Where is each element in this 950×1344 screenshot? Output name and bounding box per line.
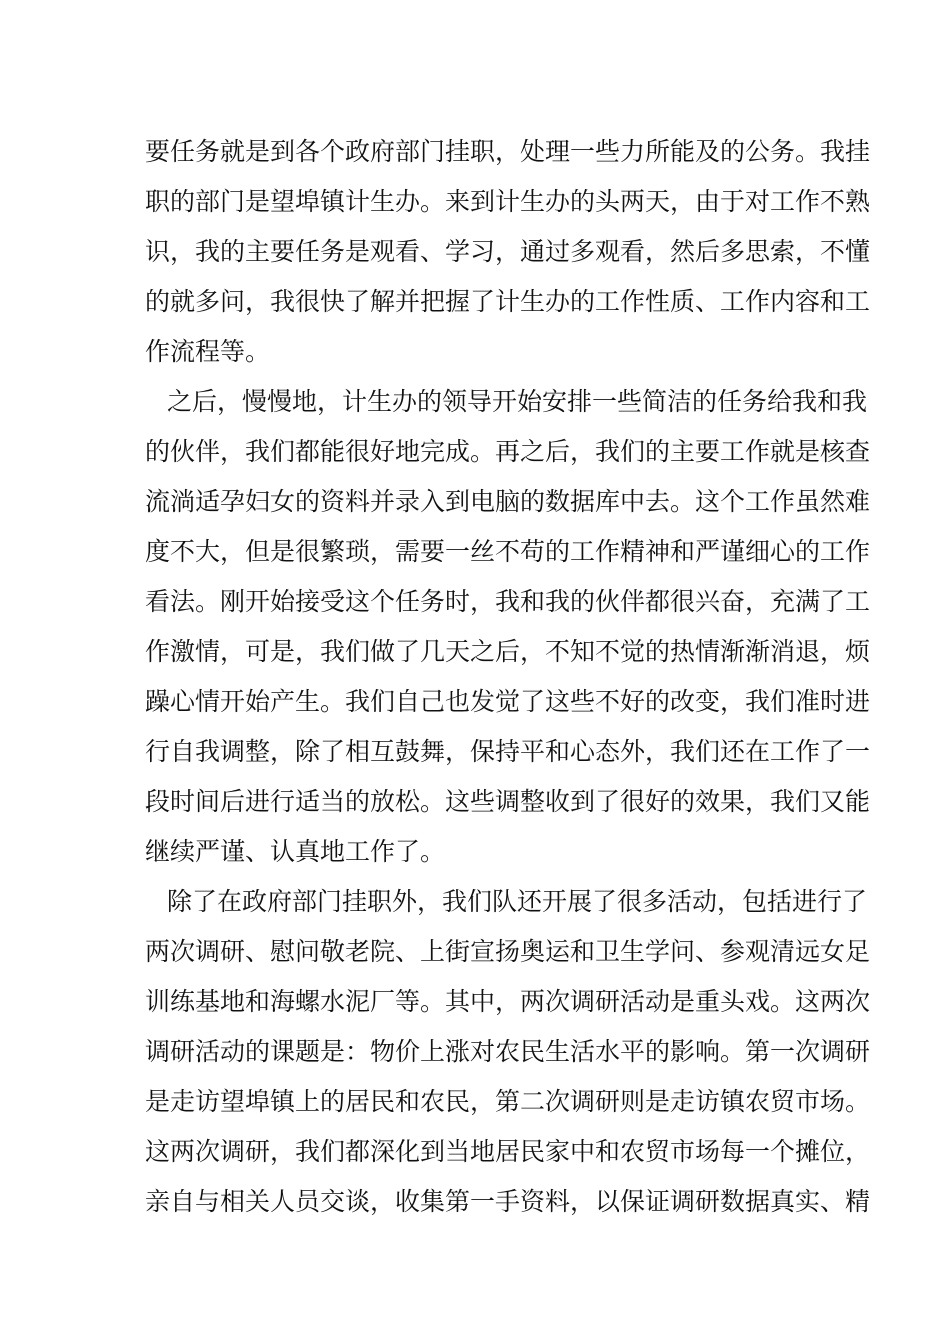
- text-line: 继续严谨、认真地工作了。: [145, 837, 446, 866]
- text-line: 这两次调研，我们都深化到当地居民家中和农贸市场每一个摊位，: [145, 1137, 871, 1166]
- text-line: 职的部门是望埠镇计生办。来到计生办的头两天，由于对工作不熟: [145, 187, 871, 216]
- text-line: 流淌适孕妇女的资料并录入到电脑的数据库中去。这个工作虽然难: [145, 487, 871, 516]
- text-line: 度不大，但是很繁琐，需要一丝不苟的工作精神和严谨细心的工作: [145, 537, 871, 566]
- paragraph-first-line: 之后，慢慢地，计生办的领导开始安排一些简洁的任务给我和我: [167, 387, 868, 416]
- text-line: 的就多问，我很快了解并把握了计生办的工作性质、工作内容和工: [145, 287, 871, 316]
- text-line: 两次调研、慰问敬老院、上街宣扬奥运和卫生学问、参观清远女足: [145, 937, 871, 966]
- text-line: 是走访望埠镇上的居民和农民，第二次调研则是走访镇农贸市场。: [145, 1087, 871, 1116]
- text-line: 识，我的主要任务是观看、学习，通过多观看，然后多思索，不懂: [145, 237, 871, 266]
- text-line: 行自我调整，除了相互鼓舞，保持平和心态外，我们还在工作了一: [145, 737, 871, 766]
- text-line: 作流程等。: [145, 337, 271, 366]
- text-line: 亲自与相关人员交谈，收集第一手资料，以保证调研数据真实、精: [145, 1187, 871, 1216]
- text-line: 要任务就是到各个政府部门挂职，处理一些力所能及的公务。我挂: [145, 137, 871, 166]
- text-line: 训练基地和海螺水泥厂等。其中，两次调研活动是重头戏。这两次: [145, 987, 871, 1016]
- text-line: 调研活动的课题是：物价上涨对农民生活水平的影响。第一次调研: [145, 1037, 871, 1066]
- text-line: 的伙伴，我们都能很好地完成。再之后，我们的主要工作就是核查: [145, 437, 871, 466]
- text-line: 看法。刚开始接受这个任务时，我和我的伙伴都很兴奋，充满了工: [145, 587, 871, 616]
- paragraph-first-line: 除了在政府部门挂职外，我们队还开展了很多活动，包括进行了: [167, 887, 868, 916]
- text-line: 作激情，可是，我们做了几天之后，不知不觉的热情渐渐消退，烦: [145, 637, 871, 666]
- text-line: 段时间后进行适当的放松。这些调整收到了很好的效果，我们又能: [145, 787, 871, 816]
- text-line: 躁心情开始产生。我们自己也发觉了这些不好的改变，我们准时进: [145, 687, 871, 716]
